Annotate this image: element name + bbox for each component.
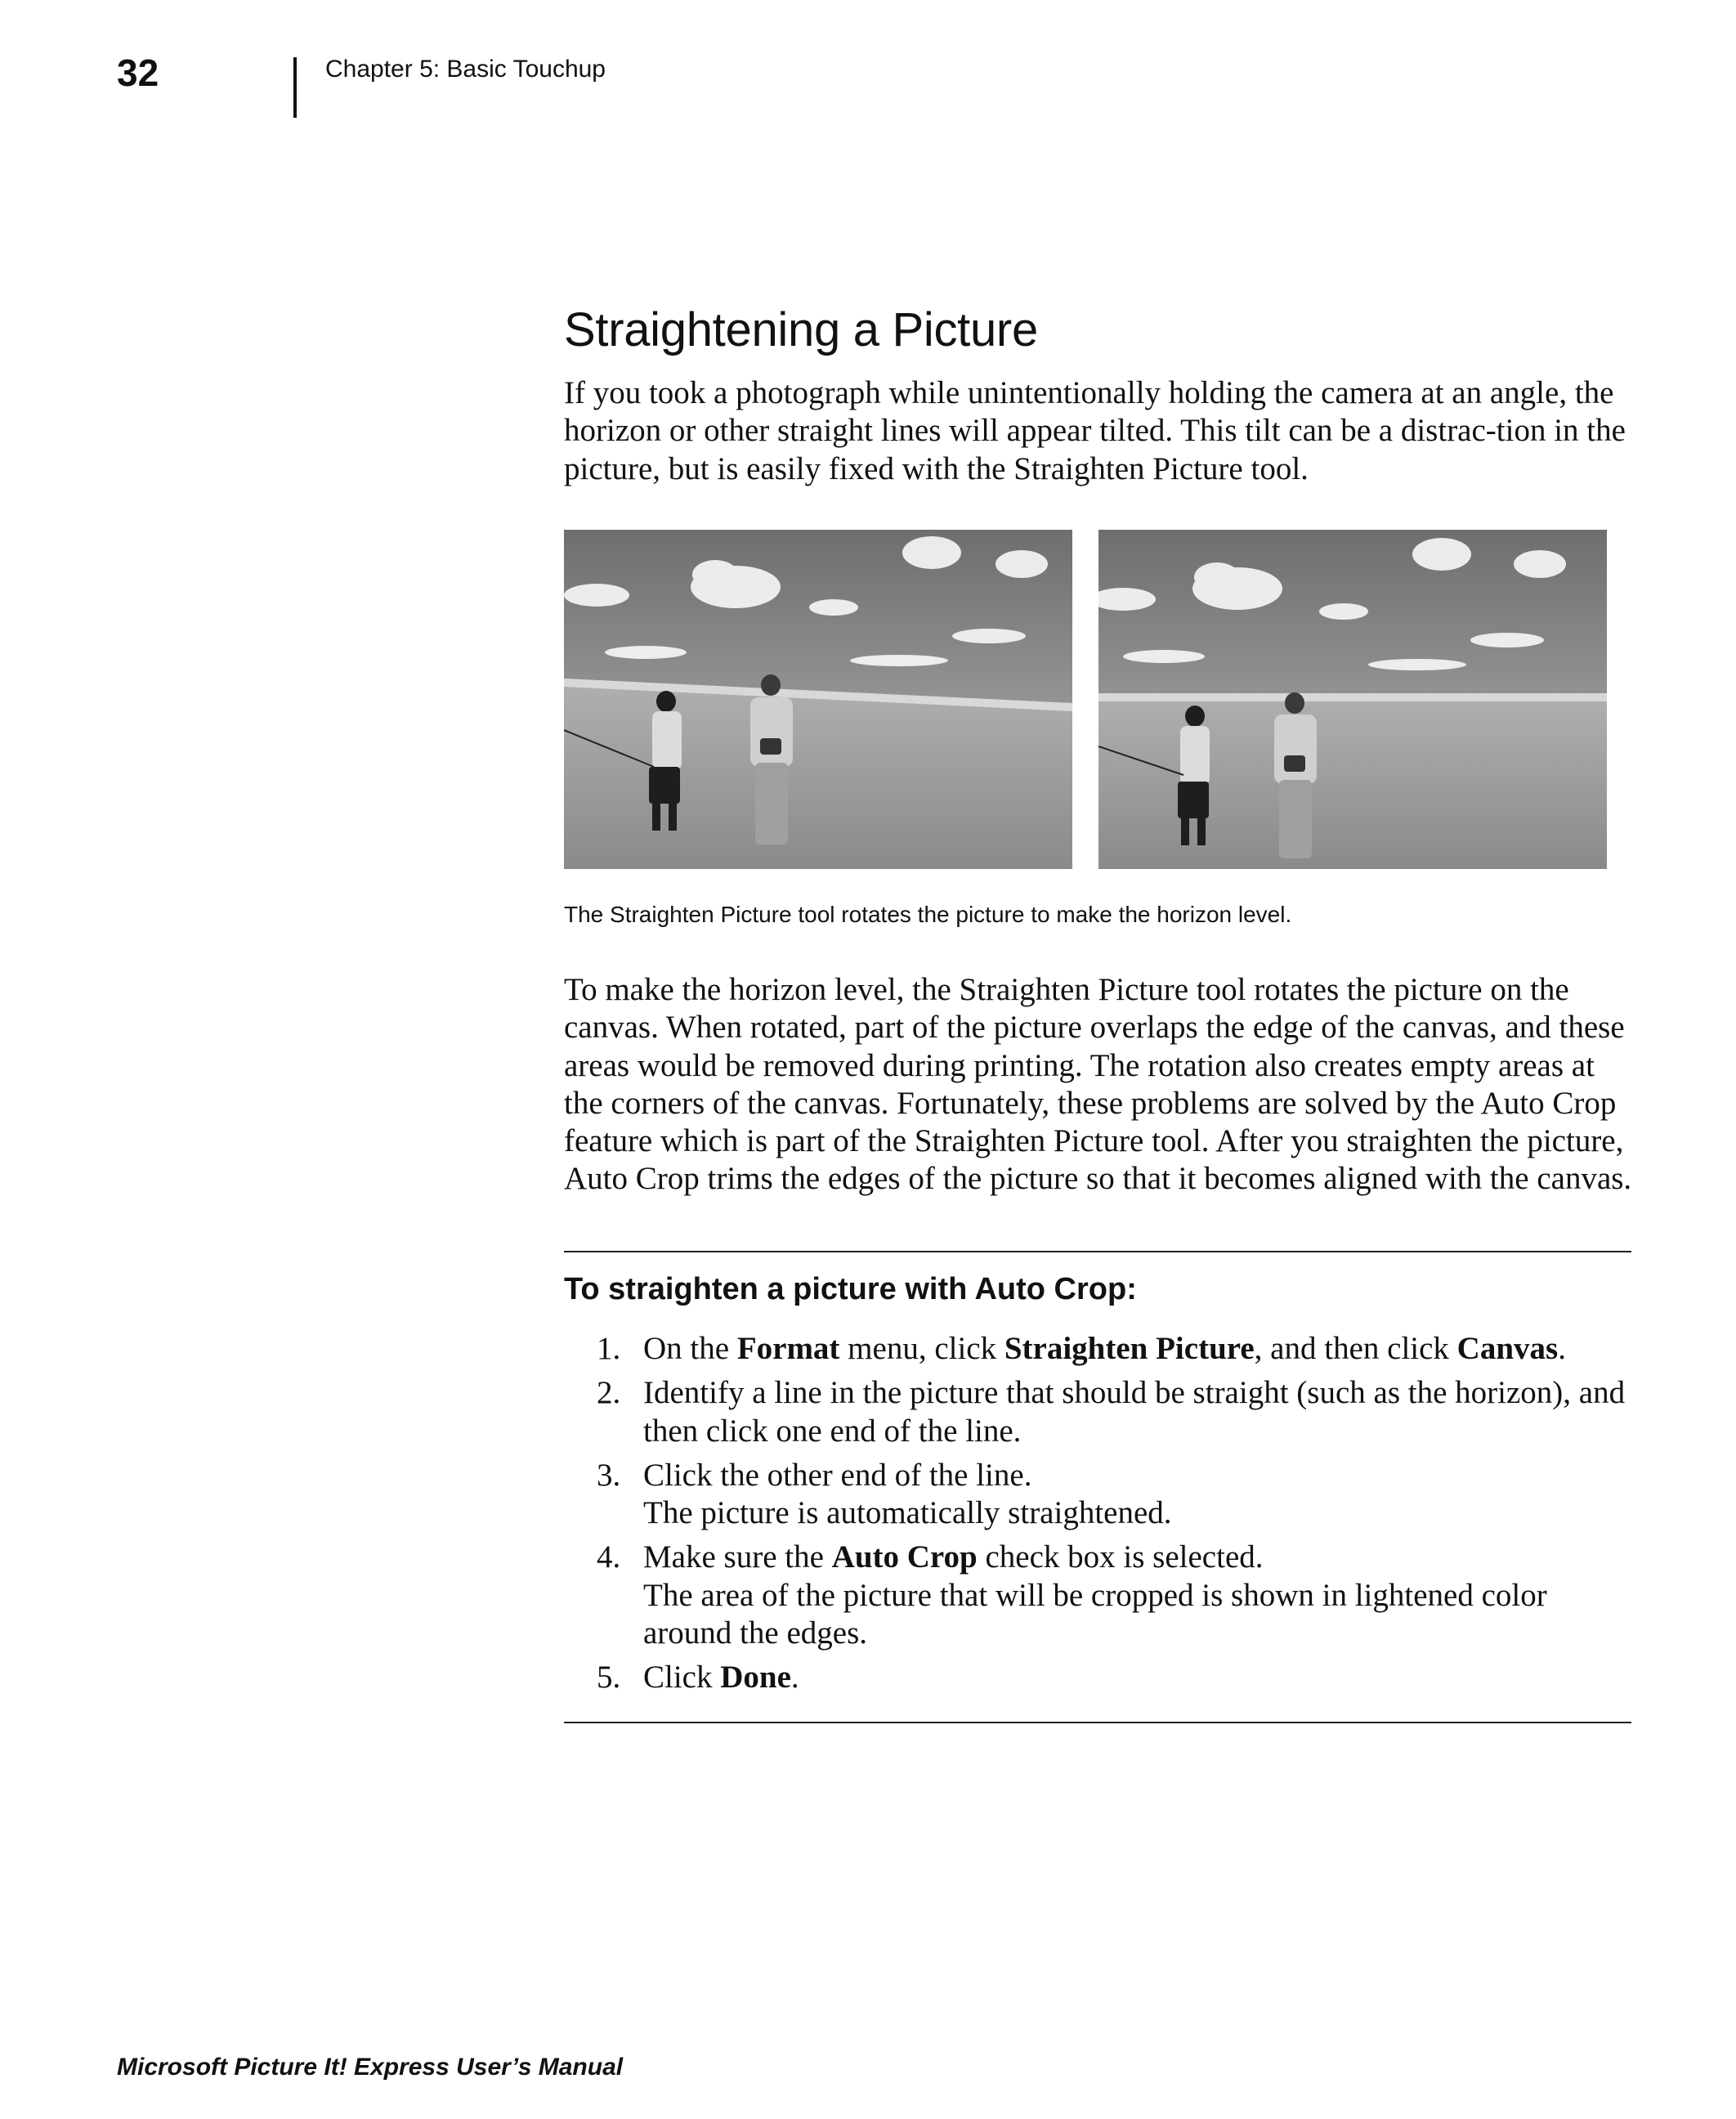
step-1 (564, 1330, 1635, 1368)
photo-before-straighten (564, 530, 1072, 869)
step-number: 4. (597, 1539, 621, 1575)
procedure-heading: To straighten a picture with Auto Crop: (564, 1272, 1137, 1306)
step-2 (564, 1374, 1635, 1450)
step-number: 1. (597, 1331, 621, 1366)
intro-paragraph: If you took a photograph while unintentionally holding the camera at an angle, the horizon or other straight lines will appear tilted. This tilt can be a distrac-tion in the picture, but is easily fixed with the Straighten Picture tool. (564, 375, 1626, 486)
step-text: . (1558, 1331, 1566, 1366)
procedure-bottom-rule (564, 1722, 1631, 1723)
command-name: Straighten Picture (1004, 1331, 1255, 1366)
step-text: Make sure the (643, 1539, 832, 1575)
step-text: check box is selected. (977, 1539, 1264, 1575)
step-text: menu, click (839, 1331, 1004, 1366)
step-number: 2. (597, 1375, 621, 1411)
figure-caption: The Straighten Picture tool rotates the picture to make the horizon level. (564, 902, 1292, 927)
step-result: The area of the picture that will be cropped is shown in lightened color around the edges. (643, 1577, 1547, 1651)
step-text: Click the other end of the line. (643, 1457, 1032, 1493)
step-result: The picture is automatically straightened. (643, 1495, 1172, 1531)
command-name: Done (720, 1660, 791, 1696)
step-text: On the (643, 1331, 737, 1366)
command-name: Canvas (1456, 1331, 1559, 1366)
page-number: 32 (117, 52, 159, 94)
step-4 (564, 1539, 1635, 1652)
chapter-title: Chapter 5: Basic Touchup (325, 56, 606, 83)
option-name: Auto Crop (831, 1539, 978, 1575)
photo-after-straighten (1098, 530, 1607, 869)
step-text: Identify a line in the picture that should be straight (such as the horizon), and then click one end of the line. (643, 1375, 1626, 1449)
menu-name: Format (736, 1331, 840, 1366)
step-5 (564, 1659, 1635, 1696)
step-number: 3. (597, 1457, 621, 1493)
header-divider (293, 57, 297, 118)
step-text: Click (643, 1660, 721, 1696)
step-text: . (790, 1660, 799, 1696)
section-heading: Straightening a Picture (564, 303, 1038, 356)
procedure-top-rule (564, 1251, 1631, 1252)
body-paragraph: To make the horizon level, the Straighten Picture tool rotates the picture on the canvas. When rotated, part of the picture overlaps the edge of the canvas, and these areas would be removed during printing. The rotation also creates empty areas at the corners of the canvas. Fortunately, these problems are solved by the Auto Crop feature which is part of the Straighten Picture tool. After you straighten the picture, Auto Crop trims the edges of the picture so that it becomes aligned with the canvas. (564, 972, 1632, 1197)
step-3 (564, 1457, 1635, 1533)
footer-book-title: Microsoft Picture It! Express User’s Manual (117, 2054, 624, 2081)
step-number: 5. (597, 1660, 621, 1696)
step-text: , and then click (1254, 1331, 1457, 1366)
procedure-steps (564, 1330, 1635, 1704)
